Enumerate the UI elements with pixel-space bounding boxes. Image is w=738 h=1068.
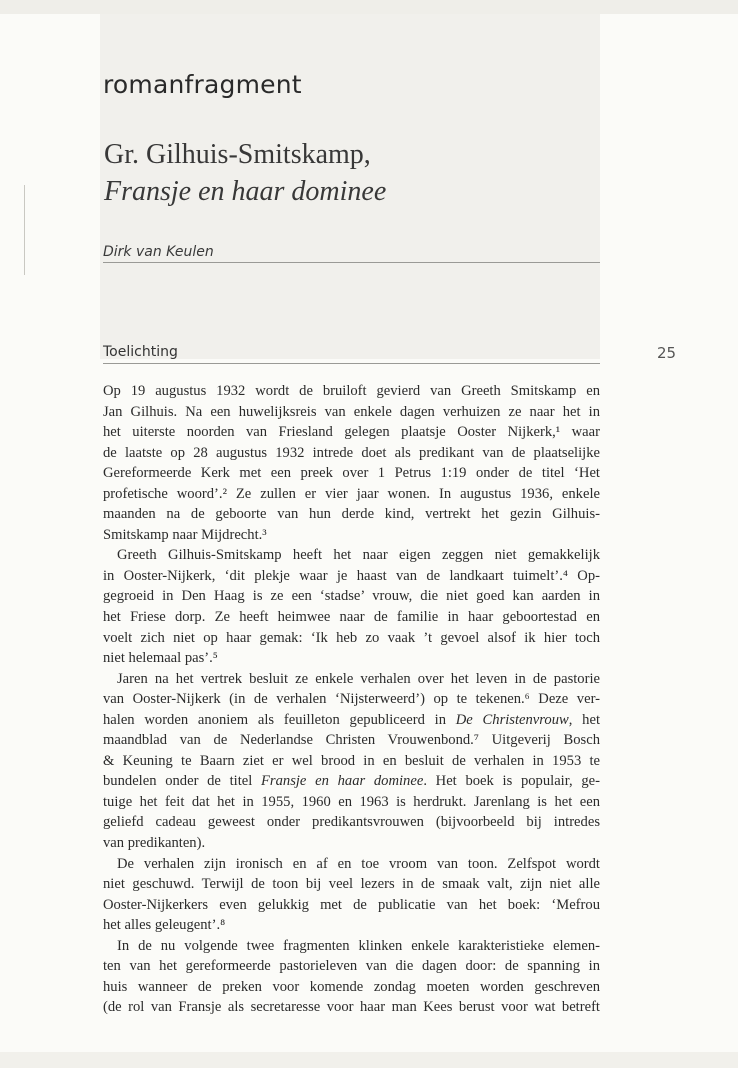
body-line: van Ooster-Nijkerk (in de verhalen ‘Nijsterweerd’) op te tekenen.⁶ Deze ver- xyxy=(103,691,600,708)
body-line: (de rol van Fransje als secretaresse voor haar man Kees berust voor wat betreft xyxy=(103,999,600,1016)
body-line: niet helemaal pas’.⁵ xyxy=(103,650,218,667)
scan-shadow-bottom xyxy=(0,1052,738,1068)
body-line: De verhalen zijn ironisch en af en toe vroom van toon. Zelfspot wordt xyxy=(117,855,600,872)
scan-shadow-top xyxy=(0,0,738,14)
body-line: & Keuning te Baarn ziet er wel brood in en besluit de verhalen in 1953 te xyxy=(103,752,600,769)
body-line: ten van het gereformeerde pastorieleven van die dagen door: de spanning in xyxy=(103,958,600,975)
margin-mark xyxy=(24,185,25,275)
body-line: niet geschuwd. Terwijl de toon bij veel lezers in de smaak valt, zijn niet alle xyxy=(103,876,600,893)
section-heading-divider xyxy=(103,363,600,364)
article-title xyxy=(104,136,386,210)
body-line: het alles geleugent’.⁸ xyxy=(103,917,226,934)
body-line: Gereformeerde Kerk met een preek over 1 Petrus 1:19 onder de titel ‘Het xyxy=(103,465,600,482)
body-line: Ooster-Nijkerkers even gelukkig met de publicatie van het boek: ‘Mefrou xyxy=(103,896,600,913)
body-line: Jaren na het vertrek besluit ze enkele verhalen over het leven in de pastorie xyxy=(117,670,600,687)
body-line: Jan Gilhuis. Na een huwelijksreis van enkele dagen verhuizen ze naar het in xyxy=(103,403,600,420)
body-line: maanden na de geboorte van hun derde kind, vertrekt het gezin Gilhuis- xyxy=(103,506,600,523)
author-divider xyxy=(103,262,600,263)
body-line: tuige het feit dat het in 1955, 1960 en 1963 is herdrukt. Jarenlang is het een xyxy=(103,793,600,810)
section-label: romanfragment xyxy=(103,70,302,99)
body-line: het uiterste noorden van Friesland gelegen plaatsje Ooster Nijkerk,¹ waar xyxy=(103,424,600,441)
body-line: geliefd cadeau geweest onder predikantsvrouwen (bijvoorbeeld bij intredes xyxy=(103,814,600,831)
body-line: het Friese dorp. Ze heeft heimwee naar de familie in haar geboortestad en xyxy=(103,609,600,626)
italic-title: De Christenvrouw xyxy=(455,711,569,728)
body-line: bundelen onder de titel Fransje en haar dominee. Het boek is populair, ge- xyxy=(103,773,600,790)
body-line: halen worden anoniem als feuilleton gepubliceerd in De Christenvrouw, het xyxy=(103,711,600,728)
body-line: profetische woord’.² Ze zullen er vier jaar wonen. In augustus 1936, enkele xyxy=(103,485,600,502)
section-heading: Toelichting xyxy=(103,344,178,360)
body-line: huis wanneer de preken voor komende zondag moeten worden geschreven xyxy=(103,978,600,995)
body-line: Smitskamp naar Mijdrecht.³ xyxy=(103,526,267,543)
body-line: de laatste op 28 augustus 1932 intrede doet als predikant van de plaatselijke xyxy=(103,444,600,461)
body-line: voelt zich niet op haar gemak: ‘Ik heb zo vaak ’t gevoel alsof ik hier toch xyxy=(103,629,600,646)
italic-title: Fransje en haar dominee xyxy=(261,773,424,790)
article-body xyxy=(103,381,600,1018)
body-line: van predikanten). xyxy=(103,835,206,852)
body-line: in Ooster-Nijkerk, ‘dit plekje waar je haast van de landkaart tuimelt’.⁴ Op- xyxy=(103,567,600,584)
body-line: gegroeid in Den Haag is ze een ‘stadse’ vrouw, die niet goed kan aarden in xyxy=(103,588,600,605)
body-line: Greeth Gilhuis-Smitskamp heeft het naar eigen zeggen niet gemakkelijk xyxy=(117,547,600,564)
body-line: Op 19 augustus 1932 wordt de bruiloft gevierd van Greeth Smitskamp en xyxy=(103,383,600,399)
title-line-2: Fransje en haar dominee xyxy=(104,176,387,207)
body-line: maandblad van de Nederlandse Christen Vrouwenbond.⁷ Uitgeverij Bosch xyxy=(103,732,600,749)
page-number: 25 xyxy=(657,344,677,362)
author-name: Dirk van Keulen xyxy=(103,244,214,260)
body-line: In de nu volgende twee fragmenten klinken enkele karakteristieke elemen- xyxy=(117,937,600,954)
title-line-1: Gr. Gilhuis-Smitskamp, xyxy=(104,139,371,170)
